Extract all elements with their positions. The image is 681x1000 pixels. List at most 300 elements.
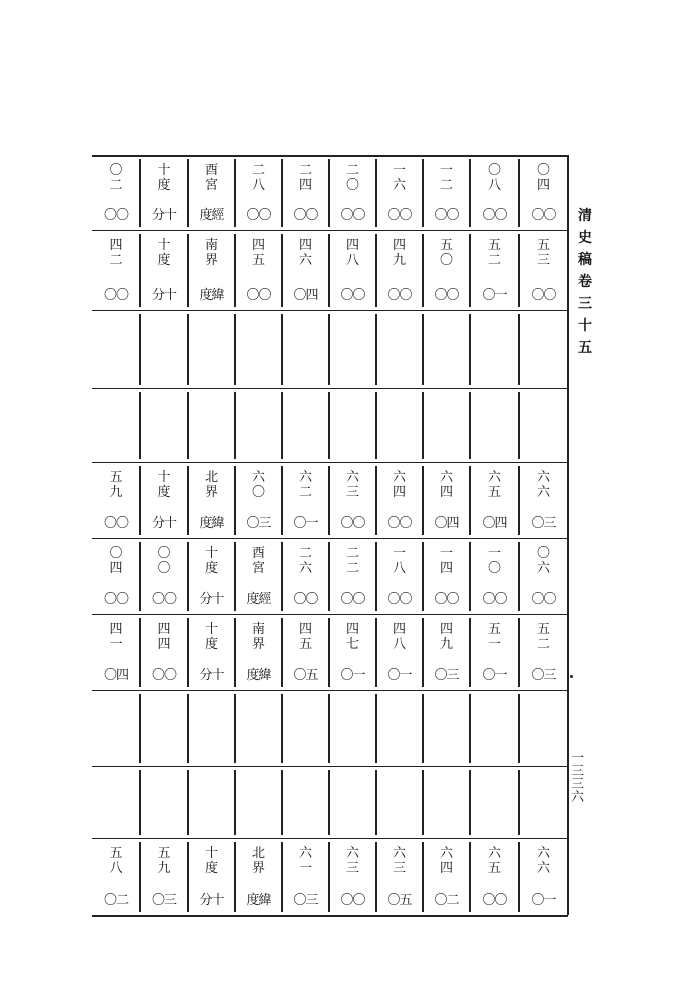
table-cell <box>188 692 235 765</box>
cell-char: 南 <box>251 622 265 637</box>
cell-value-lower: 〇〇 <box>387 208 412 223</box>
cell-char: 一 <box>392 546 406 561</box>
table-cell <box>188 540 235 613</box>
cell-char: 八 <box>487 178 501 193</box>
table-cell <box>423 768 470 837</box>
cell-value-lower: 〇〇 <box>103 288 128 303</box>
table-cell <box>92 768 140 837</box>
cell-value-lower: 〇一 <box>340 668 365 683</box>
cell-value-lower: 〇〇 <box>246 288 271 303</box>
cell-value-upper <box>205 464 218 500</box>
cell-value-upper <box>205 232 218 268</box>
cell-value-upper <box>109 464 122 500</box>
cell-char: 〇 <box>439 253 453 268</box>
running-title <box>578 205 592 359</box>
table-cell <box>519 232 568 309</box>
cell-value-lower: 度經 <box>199 208 224 223</box>
cell-char: 六 <box>487 846 501 861</box>
cell-char: 六 <box>392 470 406 485</box>
cell-value-lower: 〇一 <box>482 288 507 303</box>
cell-value-lower: 〇四 <box>103 668 128 683</box>
cell-value-lower: 分十 <box>151 208 176 223</box>
table-cell <box>376 616 423 689</box>
cell-value-lower: 〇二 <box>434 893 459 908</box>
table-cell <box>519 390 568 461</box>
cell-value-lower: 〇〇 <box>531 208 556 223</box>
cell-value-upper <box>157 464 170 500</box>
table-cell <box>92 312 140 387</box>
table-cell <box>519 157 568 229</box>
cell-char: 六 <box>298 470 312 485</box>
cell-char: 六 <box>439 470 453 485</box>
cell-char: 〇 <box>487 561 501 576</box>
cell-char: 八 <box>251 178 265 193</box>
cell-value-lower: 〇五 <box>387 893 412 908</box>
table-cell <box>188 232 235 309</box>
table-cell <box>519 312 568 387</box>
table-cell <box>376 768 423 837</box>
table-cell <box>470 692 519 765</box>
cell-char: 宮 <box>251 561 265 576</box>
cell-value-upper <box>252 464 265 500</box>
table-cell <box>329 232 376 309</box>
cell-char: 六 <box>345 846 359 861</box>
cell-value-upper <box>488 540 501 576</box>
cell-char: 四 <box>392 622 406 637</box>
table-cell <box>140 232 188 309</box>
table-cell <box>470 390 519 461</box>
cell-value-lower: 〇〇 <box>434 288 459 303</box>
cell-value-upper <box>488 616 501 652</box>
cell-value-upper <box>440 157 453 193</box>
title-char: 三 <box>578 296 592 312</box>
cell-char: 四 <box>439 561 453 576</box>
cell-char: 六 <box>298 253 312 268</box>
table-cell <box>140 840 188 914</box>
cell-char: 〇 <box>251 485 265 500</box>
table-cell <box>329 692 376 765</box>
cell-value-lower: 〇〇 <box>103 208 128 223</box>
cell-value-upper <box>299 840 312 876</box>
cell-value-upper <box>346 540 359 576</box>
cell-char: 四 <box>439 622 453 637</box>
cell-char: 二 <box>345 561 359 576</box>
row-rule <box>92 915 568 917</box>
cell-char: 四 <box>251 238 265 253</box>
table-cell <box>282 616 329 689</box>
table-cell <box>92 464 140 537</box>
cell-value-lower: 度緯 <box>246 668 271 683</box>
cell-value-lower: 分十 <box>199 668 224 683</box>
page-number <box>571 752 584 804</box>
title-char: 十 <box>578 318 592 334</box>
table-cell <box>519 692 568 765</box>
cell-value-upper <box>109 840 122 876</box>
table-cell <box>329 768 376 837</box>
cell-value-upper <box>109 540 122 576</box>
cell-value-upper <box>109 232 122 268</box>
cell-char: 五 <box>109 470 123 485</box>
table-cell <box>140 540 188 613</box>
table-cell <box>282 768 329 837</box>
cell-value-upper <box>346 157 359 193</box>
cell-value-lower: 〇〇 <box>434 208 459 223</box>
cell-value-lower: 〇三 <box>246 516 271 531</box>
cell-char: 八 <box>392 561 406 576</box>
cell-char: 一 <box>487 637 501 652</box>
cell-value-upper <box>252 540 265 576</box>
table-cell <box>92 840 140 914</box>
cell-value-upper <box>205 840 218 876</box>
table-cell <box>282 464 329 537</box>
cell-char: 六 <box>298 846 312 861</box>
table-cell <box>140 616 188 689</box>
cell-value-lower: 〇〇 <box>387 516 412 531</box>
cell-char: 六 <box>536 861 550 876</box>
cell-value-lower: 〇〇 <box>482 208 507 223</box>
cell-value-lower: 分十 <box>151 288 176 303</box>
cell-value-lower: 〇三 <box>531 516 556 531</box>
table-cell <box>470 840 519 914</box>
cell-value-lower: 度經 <box>246 592 271 607</box>
cell-value-upper <box>205 540 218 576</box>
cell-value-lower: 分十 <box>199 893 224 908</box>
table-cell <box>423 232 470 309</box>
cell-char: 四 <box>439 861 453 876</box>
cell-char: 〇 <box>157 546 171 561</box>
cell-char: 一 <box>392 163 406 178</box>
cell-char: 三 <box>392 861 406 876</box>
cell-char: 北 <box>251 846 265 861</box>
cell-char: 二 <box>298 546 312 561</box>
cell-value-upper <box>157 840 170 876</box>
cell-char: 二 <box>109 253 123 268</box>
cell-value-upper <box>393 232 406 268</box>
table-cell <box>423 692 470 765</box>
cell-value-upper <box>157 232 170 268</box>
cell-char: 五 <box>487 622 501 637</box>
cell-char: 五 <box>536 238 550 253</box>
cell-char: 三 <box>536 253 550 268</box>
cell-value-lower: 〇〇 <box>387 592 412 607</box>
cell-char: 〇 <box>109 163 123 178</box>
cell-value-lower: 分十 <box>151 516 176 531</box>
cell-value-lower: 〇〇 <box>340 516 365 531</box>
table-cell <box>329 540 376 613</box>
table-cell <box>423 616 470 689</box>
table-cell <box>376 464 423 537</box>
cell-value-lower: 〇〇 <box>293 592 318 607</box>
cell-char: 三 <box>345 861 359 876</box>
cell-char: 酉 <box>204 163 218 178</box>
page-number-char: 三 <box>571 764 585 779</box>
cell-char: 二 <box>345 163 359 178</box>
cell-value-lower: 〇〇 <box>387 288 412 303</box>
cell-value-lower: 〇〇 <box>482 893 507 908</box>
title-char: 稿 <box>578 252 592 268</box>
cell-char: 二 <box>536 637 550 652</box>
cell-char: 四 <box>392 238 406 253</box>
cell-value-lower: 〇〇 <box>531 592 556 607</box>
table-cell <box>376 390 423 461</box>
cell-char: 二 <box>109 178 123 193</box>
cell-char: 六 <box>439 846 453 861</box>
table-cell <box>188 768 235 837</box>
cell-value-upper <box>488 464 501 500</box>
cell-value-upper <box>537 157 550 193</box>
table-cell <box>376 840 423 914</box>
table-cell <box>188 312 235 387</box>
table-cell <box>470 312 519 387</box>
cell-char: 六 <box>298 561 312 576</box>
cell-value-lower: 度緯 <box>246 893 271 908</box>
cell-value-lower: 〇一 <box>531 893 556 908</box>
cell-value-upper <box>109 616 122 652</box>
cell-value-upper <box>537 464 550 500</box>
table-cell <box>140 768 188 837</box>
cell-char: 一 <box>487 546 501 561</box>
cell-char: 四 <box>345 622 359 637</box>
table-cell <box>329 312 376 387</box>
cell-char: 界 <box>204 485 218 500</box>
cell-value-upper <box>205 157 218 193</box>
table-cell <box>470 232 519 309</box>
table-cell <box>235 692 282 765</box>
cell-char: 度 <box>204 561 218 576</box>
table-cell <box>329 616 376 689</box>
cell-char: 五 <box>157 846 171 861</box>
cell-value-lower: 〇一 <box>387 668 412 683</box>
cell-value-lower: 〇四 <box>482 516 507 531</box>
cell-value-lower: 分十 <box>199 592 224 607</box>
cell-value-upper <box>346 464 359 500</box>
table-cell <box>235 840 282 914</box>
cell-value-lower: 〇〇 <box>531 288 556 303</box>
table-cell <box>329 157 376 229</box>
cell-char: 六 <box>345 470 359 485</box>
row-rule <box>92 388 568 389</box>
cell-char: 六 <box>251 470 265 485</box>
cell-value-upper <box>252 840 265 876</box>
cell-char: 六 <box>536 470 550 485</box>
table-cell <box>423 464 470 537</box>
cell-char: 三 <box>345 485 359 500</box>
table-cell <box>140 464 188 537</box>
table-cell <box>235 312 282 387</box>
cell-value-upper <box>252 616 265 652</box>
cell-char: 五 <box>536 622 550 637</box>
cell-char: 五 <box>487 485 501 500</box>
cell-value-upper <box>537 616 550 652</box>
cell-value-upper <box>537 232 550 268</box>
cell-char: 五 <box>487 238 501 253</box>
table-cell <box>376 312 423 387</box>
cell-value-lower: 〇〇 <box>340 288 365 303</box>
cell-value-upper <box>299 464 312 500</box>
cell-value-upper <box>393 540 406 576</box>
table-cell <box>519 464 568 537</box>
cell-char: 六 <box>536 485 550 500</box>
table-cell <box>423 312 470 387</box>
cell-char: 度 <box>157 485 171 500</box>
cell-value-upper <box>346 616 359 652</box>
cell-char: 〇 <box>536 163 550 178</box>
row-rule <box>92 690 568 691</box>
page-number-char: 一 <box>571 751 585 766</box>
cell-value-upper <box>205 616 218 652</box>
cell-char: 北 <box>204 470 218 485</box>
cell-value-upper <box>537 540 550 576</box>
cell-char: 二 <box>345 546 359 561</box>
table-cell <box>519 768 568 837</box>
cell-value-lower: 〇一 <box>293 516 318 531</box>
page-number-char: 三 <box>571 777 585 792</box>
cell-value-upper <box>488 840 501 876</box>
table-cell <box>423 840 470 914</box>
cell-char: 宮 <box>204 178 218 193</box>
table-cell <box>188 616 235 689</box>
table-cell <box>140 390 188 461</box>
cell-char: 酉 <box>251 546 265 561</box>
cell-char: 界 <box>251 637 265 652</box>
cell-char: 十 <box>204 622 218 637</box>
table-cell <box>282 840 329 914</box>
table-cell <box>376 540 423 613</box>
title-char: 清 <box>578 208 592 224</box>
table-cell <box>92 692 140 765</box>
table-cell <box>470 768 519 837</box>
table-cell <box>92 157 140 229</box>
cell-value-lower: 〇一 <box>482 668 507 683</box>
cell-value-lower: 〇二 <box>103 893 128 908</box>
table-cell <box>282 157 329 229</box>
table-cell <box>282 390 329 461</box>
table-cell <box>188 840 235 914</box>
cell-char: 四 <box>157 637 171 652</box>
cell-char: 界 <box>251 861 265 876</box>
cell-value-lower: 〇四 <box>293 288 318 303</box>
cell-char: 度 <box>204 637 218 652</box>
table-cell <box>519 616 568 689</box>
cell-char: 四 <box>157 622 171 637</box>
cell-value-upper <box>109 157 122 193</box>
cell-value-upper <box>440 540 453 576</box>
cell-char: 四 <box>536 178 550 193</box>
cell-char: 五 <box>439 238 453 253</box>
table-cell <box>92 232 140 309</box>
cell-value-upper <box>299 616 312 652</box>
cell-char: 四 <box>298 178 312 193</box>
cell-value-upper <box>157 616 170 652</box>
cell-value-lower: 〇〇 <box>482 592 507 607</box>
cell-char: 六 <box>536 561 550 576</box>
table-cell <box>376 157 423 229</box>
cell-value-upper <box>299 157 312 193</box>
cell-value-lower: 〇三 <box>434 668 459 683</box>
cell-value-upper <box>157 157 170 193</box>
title-char: 史 <box>578 230 592 246</box>
page-number-char: 六 <box>571 790 585 805</box>
cell-value-lower: 度緯 <box>199 288 224 303</box>
table-cell <box>282 540 329 613</box>
table-cell <box>235 768 282 837</box>
cell-char: 五 <box>109 846 123 861</box>
cell-value-upper <box>440 840 453 876</box>
cell-value-lower: 〇四 <box>434 516 459 531</box>
table-cell <box>470 464 519 537</box>
table-cell <box>235 616 282 689</box>
cell-char: 八 <box>109 861 123 876</box>
cell-value-upper <box>440 232 453 268</box>
cell-value-upper <box>440 464 453 500</box>
cell-char: 八 <box>345 253 359 268</box>
cell-value-upper <box>537 840 550 876</box>
cell-char: 界 <box>204 253 218 268</box>
cell-char: 六 <box>392 846 406 861</box>
table-cell <box>329 390 376 461</box>
ink-dot <box>570 675 573 678</box>
table-cell <box>519 540 568 613</box>
cell-value-upper <box>393 464 406 500</box>
cell-char: 五 <box>298 637 312 652</box>
table-cell <box>470 616 519 689</box>
cell-char: 十 <box>157 238 171 253</box>
table-cell <box>519 840 568 914</box>
cell-char: 南 <box>204 238 218 253</box>
row-rule <box>92 766 568 767</box>
cell-char: 四 <box>345 238 359 253</box>
table-cell <box>376 692 423 765</box>
cell-char: 一 <box>109 637 123 652</box>
table-cell <box>423 157 470 229</box>
table-cell <box>235 232 282 309</box>
cell-char: 一 <box>439 163 453 178</box>
table-cell <box>140 692 188 765</box>
cell-value-upper <box>252 157 265 193</box>
cell-char: 六 <box>536 846 550 861</box>
cell-char: 二 <box>298 163 312 178</box>
table-cell <box>235 464 282 537</box>
cell-value-lower: 〇三 <box>531 668 556 683</box>
cell-value-lower: 〇〇 <box>151 592 176 607</box>
title-char: 五 <box>578 340 592 356</box>
cell-value-upper <box>440 616 453 652</box>
cell-char: 七 <box>345 637 359 652</box>
cell-char: 〇 <box>109 546 123 561</box>
cell-char: 八 <box>392 637 406 652</box>
cell-char: 十 <box>157 470 171 485</box>
cell-value-upper <box>346 232 359 268</box>
table-cell <box>470 540 519 613</box>
row-rule <box>92 230 568 231</box>
cell-value-upper <box>346 840 359 876</box>
cell-char: 〇 <box>487 163 501 178</box>
cell-char: 九 <box>157 861 171 876</box>
cell-value-lower: 〇五 <box>293 668 318 683</box>
cell-char: 度 <box>204 861 218 876</box>
cell-value-lower: 〇〇 <box>340 208 365 223</box>
table-cell <box>140 312 188 387</box>
cell-value-lower: 〇〇 <box>434 592 459 607</box>
cell-char: 四 <box>298 238 312 253</box>
table-cell <box>329 464 376 537</box>
table-cell <box>423 540 470 613</box>
cell-char: 四 <box>109 238 123 253</box>
cell-char: 度 <box>157 253 171 268</box>
cell-value-lower: 〇〇 <box>103 592 128 607</box>
cell-char: 度 <box>157 178 171 193</box>
cell-char: 九 <box>439 637 453 652</box>
